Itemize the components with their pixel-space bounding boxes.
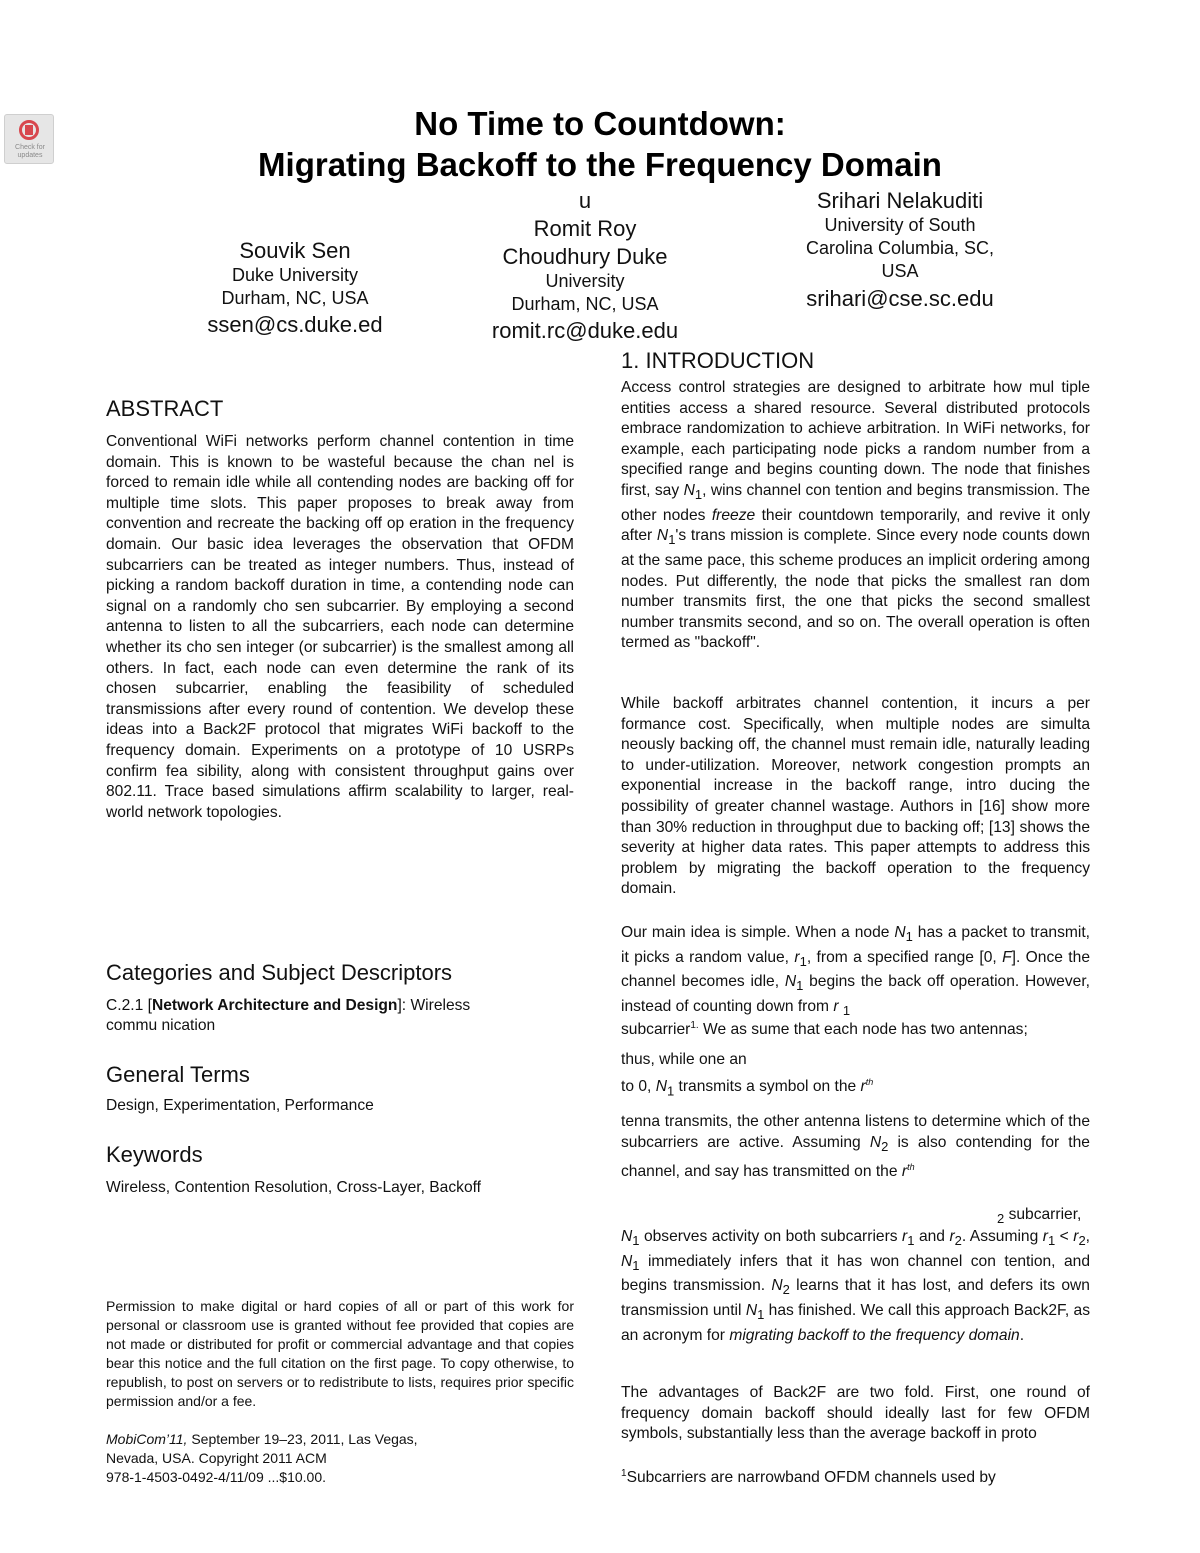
categories-line1: C.2.1 [Network Architecture and Design]: Wireless [106, 997, 471, 1014]
author-name-cont: Choudhury Duke [502, 244, 668, 269]
intro-p4-subcarrier-fragment: $_2$ subcarrier, [997, 1206, 1082, 1227]
author-email: romit.rc@duke.edu [491, 318, 679, 343]
author-location: Durham, NC, USA [511, 294, 659, 314]
author-email: ssen@cs.duke.ed [207, 312, 383, 337]
author-name: Srihari Nelakuditi [816, 188, 984, 213]
author-name: Romit Roy [533, 216, 637, 241]
badge-label: Check for updates [15, 144, 45, 159]
author-block-1 [170, 238, 420, 338]
general-terms-text: Design, Experimentation, Performance [106, 1097, 374, 1114]
abstract-text: Conventional WiFi networks perform channel contention in time domain. This is known to be wasteful because the chan nel is forced to remain idle while all contending nodes are backing off for multiple time slots. This paper proposes to break away from convention and recreate the backing off op eration in the frequency domain. Our basic idea leverages the observation that OFDM subcarriers can be treated as integer numbers. Thus, instead of picking a random backoff duration in time, a contending node can signal on a randomly cho sen subcarrier. By employing a second antenna to listen to all the subcarriers, each node can determine whether its cho sen integer (or subcarrier) is the smallest among all others. In fact, each node can even determine the rank of its chosen subcarrier, enabling the feasibility of scheduled transmissions after every round of contention. We develop these ideas into a Back2F protocol that migrates WiFi backoff to the frequency domain. Experiments on a prototype of 10 USRPs confirm fea sibility, along with consistent throughput gains over 802.11. Trace based simulations affirm scalability to larger, real-world network topologies. [106, 433, 574, 821]
categories-heading: Categories and Subject Descriptors [106, 960, 453, 985]
categories-bold: Network Architecture and Design [151, 997, 398, 1014]
footnote: $^1$Subcarriers are narrowband OFDM channels used by [621, 1468, 996, 1487]
keywords-text: Wireless, Contention Resolution, Cross-Layer, Backoff [106, 1179, 481, 1196]
permission-isbn: 978-1-4503-0492-4/11/09 ...$10.00. [106, 1469, 327, 1485]
keywords-heading: Keywords [106, 1142, 203, 1167]
intro-paragraph-1: Access control strategies are designed to arbitrate how mul tiple entities access a shared resource. Several distributed protocols embrace randomization to achieve arbitration. In WiFi networks, for example, each participating node picks a random number from a specified range and begins counting down. The node that finishes first, say $N_1$, wins channel con tention and begins transmission. The other nodes freeze their countdown temporarily, and revive it only after $N_1's$ trans mission is complete. Since every node counts down at the same pace, this scheme produces an implicit ordering among nodes. Put differently, the node that picks the smallest ran dom number transmits first, the one that picks the second smallest number transmits second, and so on. The overall operation is often termed as "backoff". [621, 379, 1091, 652]
author-affiliation: University [545, 271, 625, 291]
author-email: srihari@cse.sc.edu [806, 286, 994, 311]
author-block-2 [460, 188, 710, 344]
paper-title-line1: No Time to Countdown: [414, 105, 786, 142]
author-name: Souvik Sen [239, 238, 351, 263]
permission-statement: Permission to make digital or hard copies of all or part of this work for personal or classroom use is granted without fee provided that copies are not made or distributed for profit or commercial advantage and that copies bear this notice and the full citation on the first page. To copy otherwise, to republish, to post on servers or to redistribute to lists, requires prior specific permission and/or a fee. [106, 1298, 574, 1409]
categories-line2: commu nication [106, 1017, 216, 1034]
introduction-heading: 1. INTRODUCTION [621, 348, 815, 373]
author-affiliation: Duke University [231, 265, 359, 285]
paper-title-line2: Migrating Backoff to the Frequency Domain [258, 146, 942, 183]
author-affiliation-3: USA [881, 261, 919, 281]
intro-p3-antenna-line: thus, while one an [621, 1051, 747, 1068]
permission-copyright: Nevada, USA. Copyright 2011 ACM [106, 1450, 327, 1466]
intro-paragraph-5: The advantages of Back2F are two fold. First, one round of frequency domain backoff should ideally last for few OFDM symbols, substantially less than the average backoff in proto [621, 1384, 1090, 1443]
intro-paragraph-2: While backoff arbitrates channel contention, it incurs a per formance cost. Specifically, when multiple nodes are simulta neously backing off, the channel must remain idle, naturally leading to under-utilization. Moreover, network congestion prompts an exponential increase in the backoff range, intro ducing the possibility of greater channel wastage. Authors in [16] show more than 30% reduction in throughput due to backing off; [13] shows the severity at higher data rates. This paper attempts to address this problem by migrating the backoff operation to the frequency domain. [621, 695, 1090, 898]
intro-paragraph-3: Our main idea is simple. When a node $N_1$ has a packet to transmit, it picks a random value, $r_1$, from a specified range [0, F]. Once the channel becomes idle, $N_1$ begins the back off operation. However, instead of counting down from r $_1$ [621, 924, 1090, 1019]
general-terms-heading: General Terms [106, 1062, 250, 1087]
author-location: Durham, NC, USA [221, 288, 369, 308]
intro-p3-transmit-line: to 0, $N_1$ transmits a symbol on the $r^{th}$ [621, 1077, 874, 1099]
abstract-heading: ABSTRACT [106, 396, 224, 421]
author-affiliation-1: University of South [824, 215, 976, 235]
author-affiliation-2: Carolina Columbia, SC, [805, 238, 995, 258]
permission-venue: MobiCom’11, September 19–23, 2011, Las Vegas, [106, 1431, 418, 1447]
author-stray-text: u [578, 188, 592, 213]
intro-paragraph-4: tenna transmits, the other antenna listens to determine which of the subcarriers are active. Assuming $N_2$ is also contending for the channel, and say has transmitted on the $r^{th}$ [621, 1113, 1090, 1181]
intro-paragraph-4-cont: $N_1$ observes activity on both subcarriers $r_1$ and $r_2$. Assuming $r_1 < r_2$, $N_1$ immediately infers that it has won channel con tention, and begins transmission. $N_2$ learns that it has lost, and defers its own transmission until $N_1$ has finished. We call this approach Back2F, as an acronym for migrating backoff to the frequency domain. [621, 1228, 1091, 1344]
author-block-3 [775, 188, 1025, 312]
intro-p3-subcarrier-line: subcarrier$^{1.}$ We as sume that each node has two antennas; [621, 1020, 1028, 1039]
